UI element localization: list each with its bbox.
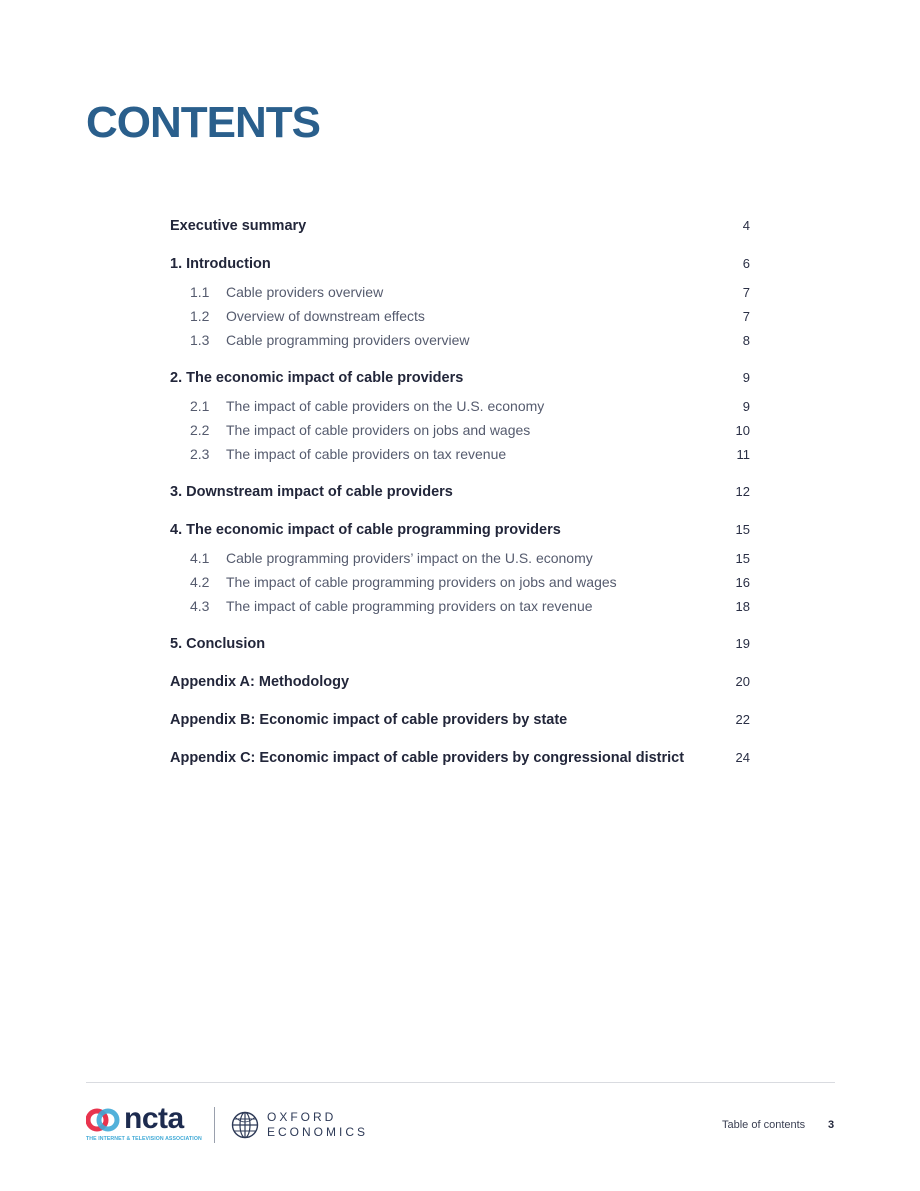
toc-entry-page: 19 — [735, 636, 750, 651]
toc-subentry-label: The impact of cable programming providers on tax revenue — [226, 598, 593, 614]
toc-subentry-page: 18 — [735, 599, 750, 614]
oxford-economics-logo — [231, 1108, 371, 1142]
ncta-tagline: THE INTERNET & TELEVISION ASSOCIATION — [86, 1136, 202, 1142]
toc-subentry-page: 7 — [742, 285, 750, 300]
toc-entry-label: 2. The economic impact of cable providers — [170, 370, 464, 386]
toc-subentry-number: 1.3 — [190, 332, 210, 348]
toc-subentry-label: The impact of cable providers on tax revenue — [226, 446, 507, 462]
toc-subentry[interactable] — [170, 598, 750, 622]
toc-entry[interactable] — [170, 522, 750, 544]
toc-subentry-label: Cable providers overview — [226, 284, 384, 300]
toc-entry-page: 4 — [742, 218, 750, 233]
toc-subentry-page: 10 — [735, 423, 750, 438]
toc-subentry[interactable] — [170, 332, 750, 356]
toc-entry-label: 3. Downstream impact of cable providers — [170, 484, 453, 500]
toc-entry-label: Appendix B: Economic impact of cable providers by state — [170, 712, 568, 728]
toc-entry[interactable] — [170, 750, 750, 772]
toc-subentry-number: 2.2 — [190, 422, 210, 438]
toc-entry-page: 24 — [735, 750, 750, 765]
footer-page-number: 3 — [828, 1119, 835, 1131]
logo-divider — [214, 1107, 215, 1143]
toc-entry-label: 4. The economic impact of cable programming providers — [170, 522, 561, 538]
toc-entry-page: 6 — [742, 256, 750, 271]
toc-subentry-number: 2.1 — [190, 398, 210, 414]
toc-subentry-number: 2.3 — [190, 446, 210, 462]
toc-entry-page: 20 — [735, 674, 750, 689]
toc-entry[interactable] — [170, 484, 750, 506]
toc-entry[interactable] — [170, 636, 750, 658]
toc-subentry-label: The impact of cable providers on the U.S. economy — [226, 398, 545, 414]
toc-entry-page: 9 — [742, 370, 750, 385]
toc-subentry-number: 4.1 — [190, 550, 210, 566]
toc-entry[interactable] — [170, 370, 750, 392]
toc-subentry-label: Overview of downstream effects — [226, 308, 425, 324]
ncta-wordmark: ncta — [124, 1102, 184, 1135]
toc-subentry-number: 1.1 — [190, 284, 210, 300]
toc-subentry-label: Cable programming providers overview — [226, 332, 470, 348]
globe-icon — [231, 1111, 259, 1139]
table-of-contents — [170, 218, 750, 788]
toc-entry-page: 15 — [735, 522, 750, 537]
toc-subentry[interactable] — [170, 446, 750, 470]
toc-subentry-number: 1.2 — [190, 308, 210, 324]
toc-subentry[interactable] — [170, 284, 750, 308]
toc-subentry-page: 9 — [742, 399, 750, 414]
toc-entry-label: Appendix A: Methodology — [170, 674, 350, 690]
toc-entry-label: 5. Conclusion — [170, 636, 266, 652]
ncta-circles-icon — [86, 1108, 120, 1132]
toc-entry[interactable] — [170, 218, 750, 240]
toc-subentry-label: The impact of cable programming providers on jobs and wages — [226, 574, 617, 590]
oxford-line1: OXFORD — [267, 1110, 337, 1124]
oxford-line2: ECONOMICS — [267, 1125, 369, 1139]
toc-subentry-number: 4.3 — [190, 598, 210, 614]
toc-subentry-number: 4.2 — [190, 574, 210, 590]
toc-subentry[interactable] — [170, 574, 750, 598]
toc-subentry[interactable] — [170, 398, 750, 422]
toc-subentry-page: 15 — [735, 551, 750, 566]
toc-subentry[interactable] — [170, 422, 750, 446]
toc-subentry[interactable] — [170, 550, 750, 574]
toc-subentry[interactable] — [170, 308, 750, 332]
toc-subentry-page: 16 — [735, 575, 750, 590]
toc-subentry-page: 7 — [742, 309, 750, 324]
toc-entry-label: Appendix C: Economic impact of cable providers by congressional district — [170, 750, 685, 766]
toc-subentry-page: 11 — [736, 447, 750, 462]
toc-entry-page: 22 — [735, 712, 750, 727]
toc-subentry-label: Cable programming providers’ impact on the U.S. economy — [226, 550, 593, 566]
toc-entry[interactable] — [170, 674, 750, 696]
toc-subentry-label: The impact of cable providers on jobs and wages — [226, 422, 531, 438]
toc-entry-label: 1. Introduction — [170, 256, 271, 272]
toc-entry-label: Executive summary — [170, 218, 307, 234]
toc-entry-page: 12 — [735, 484, 750, 499]
page-title: CONTENTS — [86, 98, 320, 147]
toc-entry[interactable] — [170, 712, 750, 734]
toc-subentry-page: 8 — [742, 333, 750, 348]
footer-section-label: Table of contents — [722, 1119, 806, 1131]
toc-entry[interactable] — [170, 256, 750, 278]
ncta-logo — [86, 1102, 206, 1144]
footer-divider — [86, 1082, 835, 1083]
